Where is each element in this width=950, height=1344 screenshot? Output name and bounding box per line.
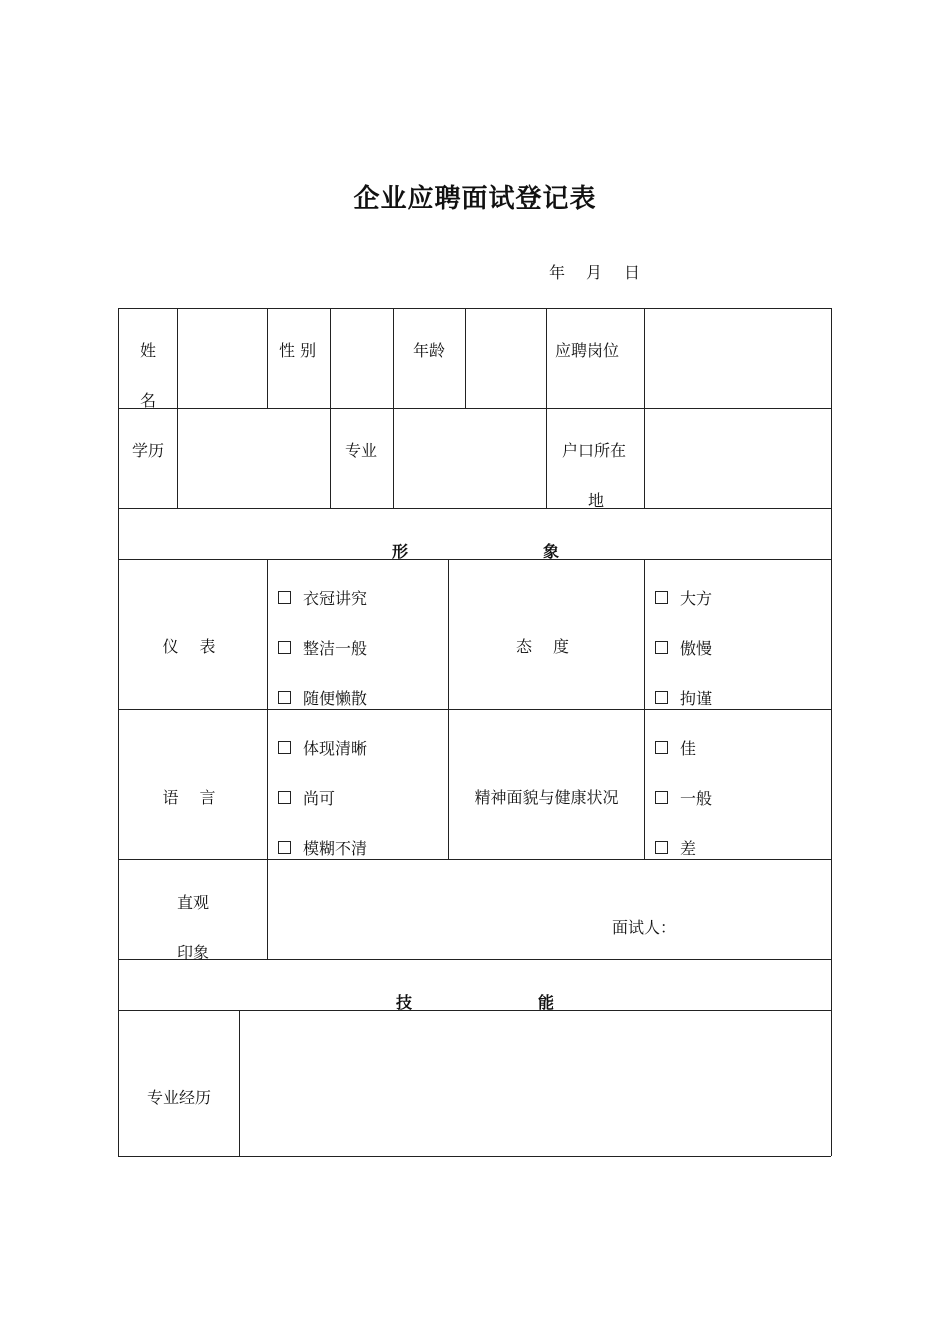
option-health-2[interactable]: 差 xyxy=(655,839,712,859)
option-health-1[interactable]: 一般 xyxy=(655,789,712,809)
label-impression-2: 印象 xyxy=(176,943,209,962)
label-experience: 专业经历 xyxy=(146,1088,211,1107)
label-position: 应聘岗位 xyxy=(555,341,620,360)
date-day: 日 xyxy=(624,263,641,282)
page-title: 企业应聘面试登记表 xyxy=(353,184,597,214)
label-hukou-1: 户口所在 xyxy=(562,441,627,460)
hukou-field[interactable] xyxy=(645,409,830,507)
name-field[interactable] xyxy=(178,309,266,407)
label-language: 语 言 xyxy=(162,788,224,807)
checkbox-icon[interactable] xyxy=(655,741,668,754)
checkbox-icon[interactable] xyxy=(278,641,291,654)
major-field[interactable] xyxy=(394,409,545,507)
option-attitude-0[interactable]: 大方 xyxy=(655,589,712,609)
section-skills-char-2: 能 xyxy=(538,993,555,1012)
checkbox-icon[interactable] xyxy=(278,691,291,704)
section-appearance-char-2: 象 xyxy=(543,542,560,561)
section-skills-char-1: 技 xyxy=(396,993,413,1012)
option-health-0[interactable]: 佳 xyxy=(655,739,712,759)
education-field[interactable] xyxy=(178,409,329,507)
label-name-2: 名 xyxy=(140,391,157,410)
gender-field[interactable] xyxy=(331,309,392,407)
option-appearance-2[interactable]: 随便懒散 xyxy=(278,689,367,709)
option-attitude-2[interactable]: 拘谨 xyxy=(655,689,712,709)
appearance-options xyxy=(278,589,367,709)
checkbox-icon[interactable] xyxy=(278,741,291,754)
option-attitude-1[interactable]: 傲慢 xyxy=(655,639,712,659)
label-gender: 性 别 xyxy=(279,341,317,360)
attitude-options xyxy=(655,589,712,709)
section-appearance-char-1: 形 xyxy=(392,542,409,561)
option-appearance-1[interactable]: 整洁一般 xyxy=(278,639,367,659)
checkbox-icon[interactable] xyxy=(278,841,291,854)
option-language-0[interactable]: 体现清晰 xyxy=(278,739,367,759)
checkbox-icon[interactable] xyxy=(655,691,668,704)
checkbox-icon[interactable] xyxy=(278,791,291,804)
option-language-2[interactable]: 模糊不清 xyxy=(278,839,367,859)
checkbox-icon[interactable] xyxy=(655,591,668,604)
label-hukou-2: 地 xyxy=(588,491,605,510)
checkbox-icon[interactable] xyxy=(655,791,668,804)
checkbox-icon[interactable] xyxy=(278,591,291,604)
label-education: 学历 xyxy=(132,441,165,460)
label-attitude: 态 度 xyxy=(515,637,578,656)
option-appearance-0[interactable]: 衣冠讲究 xyxy=(278,589,367,609)
label-major: 专业 xyxy=(345,441,378,460)
checkbox-icon[interactable] xyxy=(655,841,668,854)
label-age: 年龄 xyxy=(413,341,446,360)
checkbox-icon[interactable] xyxy=(655,641,668,654)
impression-field[interactable] xyxy=(268,860,830,958)
label-impression-1: 直观 xyxy=(176,893,209,912)
label-name-1: 姓 xyxy=(140,341,157,360)
label-appearance: 仪 表 xyxy=(162,637,224,656)
position-field[interactable] xyxy=(645,309,830,407)
label-interviewer: 面试人： xyxy=(612,918,677,937)
age-field[interactable] xyxy=(466,309,545,407)
option-language-1[interactable]: 尚可 xyxy=(278,789,367,809)
language-options xyxy=(278,739,367,859)
experience-field[interactable] xyxy=(240,1011,830,1155)
date-month: 月 xyxy=(586,263,603,282)
date-year: 年 xyxy=(549,263,566,282)
label-health: 精神面貌与健康状况 xyxy=(474,788,619,807)
health-options xyxy=(655,739,712,859)
